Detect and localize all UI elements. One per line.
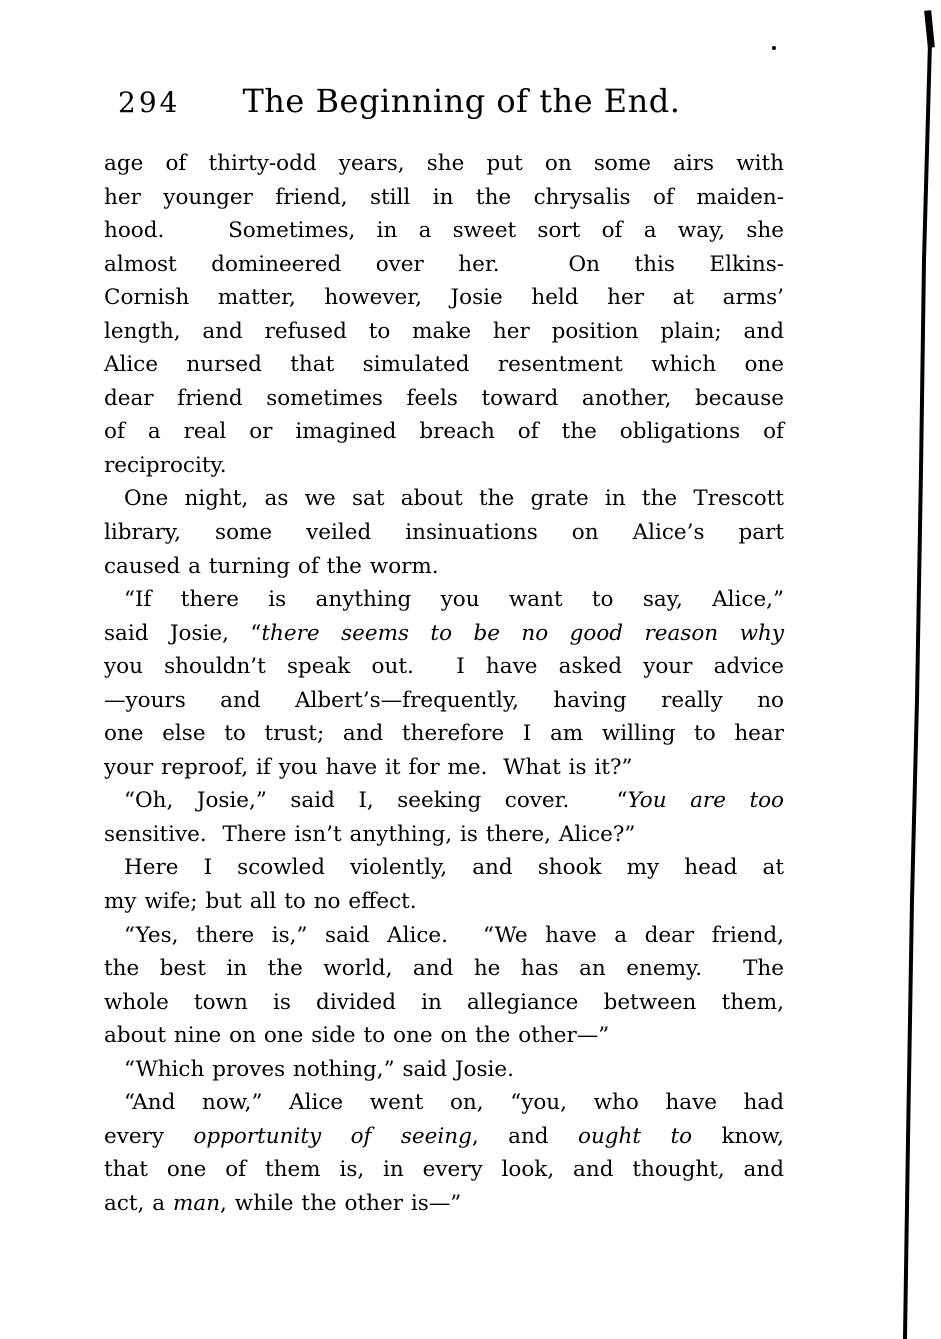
text-line [104, 1153, 784, 1187]
text-segment: , and [471, 1123, 578, 1149]
text-segment: her younger friend, still in the chrysalis of maiden- [104, 184, 784, 210]
italic-text-segment: ought to [578, 1123, 693, 1149]
text-line [104, 717, 784, 751]
text-line [104, 784, 784, 818]
text-line [104, 1187, 784, 1221]
text-line [104, 382, 784, 416]
text-segment: you shouldn’t speak out. I have asked your advice [104, 654, 784, 680]
running-title: The Beginning of the End. [242, 82, 681, 120]
text-line [104, 1086, 784, 1120]
text-segment: “If there is anything you want to say, Alice,” [124, 587, 784, 613]
text-segment: your reproof, if you have it for me. What is it?” [104, 754, 633, 780]
text-line [104, 952, 784, 986]
body-text [104, 147, 784, 1221]
text-segment: “Which proves nothing,” said Josie. [124, 1056, 514, 1082]
text-segment: Here I scowled violently, and shook my head at [124, 855, 784, 881]
text-segment: caused a turning of the worm. [104, 553, 439, 579]
text-segment: library, some veiled insinuations on Alice’s part [104, 520, 784, 546]
text-segment: know, [692, 1123, 784, 1149]
text-segment: sensitive. There isn’t anything, is there, Alice?” [104, 821, 636, 847]
text-line [104, 818, 784, 852]
text-line [104, 248, 784, 282]
text-line [104, 617, 784, 651]
text-line [104, 147, 784, 181]
text-line [104, 181, 784, 215]
text-segment: dear friend sometimes feels toward another, because [104, 385, 784, 411]
text-segment: said Josie, “ [104, 620, 262, 646]
text-segment: length, and refused to make her position plain; and [104, 318, 784, 344]
text-line [104, 281, 784, 315]
ink-speck-artifact [772, 46, 776, 50]
text-segment: hood. Sometimes, in a sweet sort of a way, she [104, 218, 784, 244]
text-line [104, 1019, 784, 1053]
text-segment: my wife; but all to no effect. [104, 889, 417, 915]
text-line [104, 986, 784, 1020]
text-segment: “Yes, there is,” said Alice. “We have a dear friend, [124, 922, 784, 948]
text-line [104, 1120, 784, 1154]
text-segment: Cornish matter, however, Josie held her at arms’ [104, 285, 784, 311]
text-segment: reciprocity. [104, 452, 227, 478]
text-line [104, 851, 784, 885]
text-line [104, 449, 784, 483]
text-line [104, 482, 784, 516]
text-segment: age of thirty-odd years, she put on some airs with [104, 151, 784, 176]
italic-text-segment: You are too [627, 788, 784, 814]
text-line [104, 650, 784, 684]
text-segment: about nine on one side to one on the other—” [104, 1023, 610, 1049]
text-line [104, 751, 784, 785]
text-line [104, 885, 784, 919]
text-line [104, 214, 784, 248]
text-line [104, 919, 784, 953]
text-segment: one else to trust; and therefore I am willing to hear [104, 721, 784, 747]
text-line [104, 550, 784, 584]
page-number: 294 [118, 86, 181, 119]
text-line [104, 415, 784, 449]
text-line [104, 315, 784, 349]
text-segment: almost domineered over her. On this Elkins- [104, 251, 784, 277]
italic-text-segment: there seems to be no good reason why [261, 620, 784, 646]
text-segment: —yours and Albert’s—frequently, having really no [104, 687, 784, 713]
text-segment: every [104, 1123, 194, 1149]
text-segment: act, a [104, 1190, 173, 1216]
page-header [118, 82, 680, 120]
text-segment: “Oh, Josie,” said I, seeking cover. “ [124, 788, 628, 814]
text-segment: that one of them is, in every look, and thought, and [104, 1157, 784, 1183]
text-line [104, 516, 784, 550]
italic-text-segment: opportunity of seeing [193, 1123, 472, 1149]
text-segment: of a real or imagined breach of the obligations of [104, 419, 784, 445]
text-line [104, 1053, 784, 1087]
text-segment: the best in the world, and he has an enemy. The [104, 956, 784, 982]
text-segment: Alice nursed that simulated resentment which one [104, 352, 784, 378]
text-line [104, 684, 784, 718]
text-segment: , while the other is—” [220, 1190, 462, 1216]
text-segment: “And now,” Alice went on, “you, who have had [124, 1090, 784, 1116]
text-segment: One night, as we sat about the grate in the Trescott [124, 486, 784, 512]
italic-text-segment: man [172, 1190, 221, 1216]
text-segment: whole town is divided in allegiance between them, [104, 989, 784, 1015]
text-line [104, 348, 784, 382]
text-line [104, 583, 784, 617]
